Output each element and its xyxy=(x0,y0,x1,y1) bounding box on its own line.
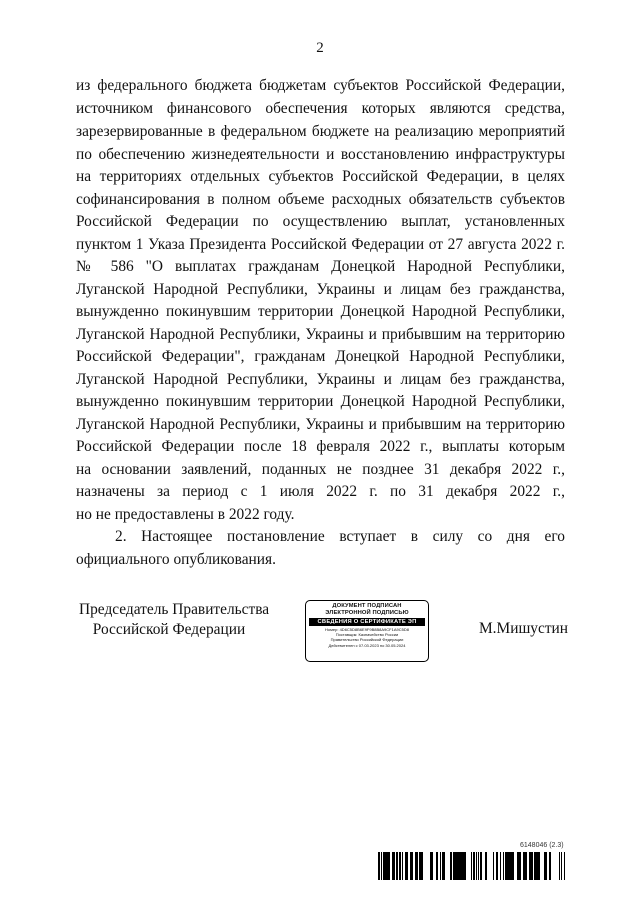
stamp-certificate-bar: СВЕДЕНИЯ О СЕРТИФИКАТЕ ЭП xyxy=(309,618,425,626)
body-line: Российской Федерации после 18 февраля 2022 г., выплаты которым xyxy=(76,438,565,455)
body-line: на основании заявлений, поданных не позднее 31 декабря 2022 г., xyxy=(76,461,565,478)
signatory-title-line: Российской Федерации xyxy=(92,621,246,638)
stamp-owner: Правительство Российской Федерации xyxy=(330,637,404,643)
body-line: по обеспечению жизнедеятельности и восстановлению инфраструктуры xyxy=(76,146,565,163)
body-line: Луганской Народной Республики, Украины и прибывшим на территорию xyxy=(76,416,565,433)
body-line: 2. Настоящее постановление вступает в силу со дня его xyxy=(115,528,565,545)
e-signature-stamp xyxy=(305,600,429,662)
signatory-title xyxy=(79,600,270,640)
stamp-validity: Действителен с 07.03.2023 по 30.05.2024 xyxy=(328,642,406,648)
body-line: источником финансового обеспечения которых являются средства, xyxy=(76,100,565,117)
signatory-title-line: Председатель Правительства xyxy=(79,601,270,618)
body-line: пунктом 1 Указа Президента Российской Федерации от 27 августа 2022 г. xyxy=(76,236,565,253)
body-line: вынужденно покинувшим территории Донецкой Народной Республики, xyxy=(76,393,565,410)
body-line: Луганской Народной Республики, Украины и лицам без гражданства, xyxy=(76,281,565,298)
stamp-heading-line: ЭЛЕКТРОННОЙ ПОДПИСЬЮ xyxy=(325,610,409,616)
body-line: зарезервированные в федеральном бюджете на реализацию мероприятий xyxy=(76,123,565,140)
body-line: но не предоставлены в 2022 году. xyxy=(76,506,295,523)
body-line: официального опубликования. xyxy=(76,551,276,568)
body-line: Луганской Народной Республики, Украины и прибывшим на территорию xyxy=(76,326,565,343)
body-line: Российской Федерации", гражданам Донецкой Народной Республики, xyxy=(76,348,565,365)
stamp-issuer: Поставщик: Казначейство России xyxy=(335,632,399,638)
body-line: софинансирования в полном объеме расходных обязательств субъектов xyxy=(76,191,565,208)
barcode-icon xyxy=(377,852,565,880)
body-line: Луганской Народной Республики, Украины и лицам без гражданства, xyxy=(76,371,565,388)
body-line: № 586 "О выплатах гражданам Донецкой Народной Республики, xyxy=(76,258,565,275)
stamp-details xyxy=(306,627,428,648)
body-line: вынужденно покинувшим территории Донецкой Народной Республики, xyxy=(76,303,565,320)
page-number: 2 xyxy=(316,40,324,56)
body-line: назначены за период с 1 июля 2022 г. по 31 декабря 2022 г., xyxy=(76,483,565,500)
body-line: из федерального бюджета бюджетам субъектов Российской Федерации, xyxy=(76,77,565,94)
stamp-heading-line: ДОКУМЕНТ ПОДПИСАН xyxy=(332,603,402,609)
stamp-heading xyxy=(306,601,428,617)
signer-name: М.Мишустин xyxy=(479,620,569,637)
body-line: на территориях отдельных субъектов Российской Федерации, в целях xyxy=(76,168,565,185)
body-line: Российской Федерации по осуществлению выплат, установленных xyxy=(76,213,565,230)
document-code: 6148046 (2.3) xyxy=(520,842,564,849)
stamp-cert-number: Номер: 4D6C5D8B6E9F9B8B8A9CF1A9C5D8 xyxy=(325,627,409,632)
